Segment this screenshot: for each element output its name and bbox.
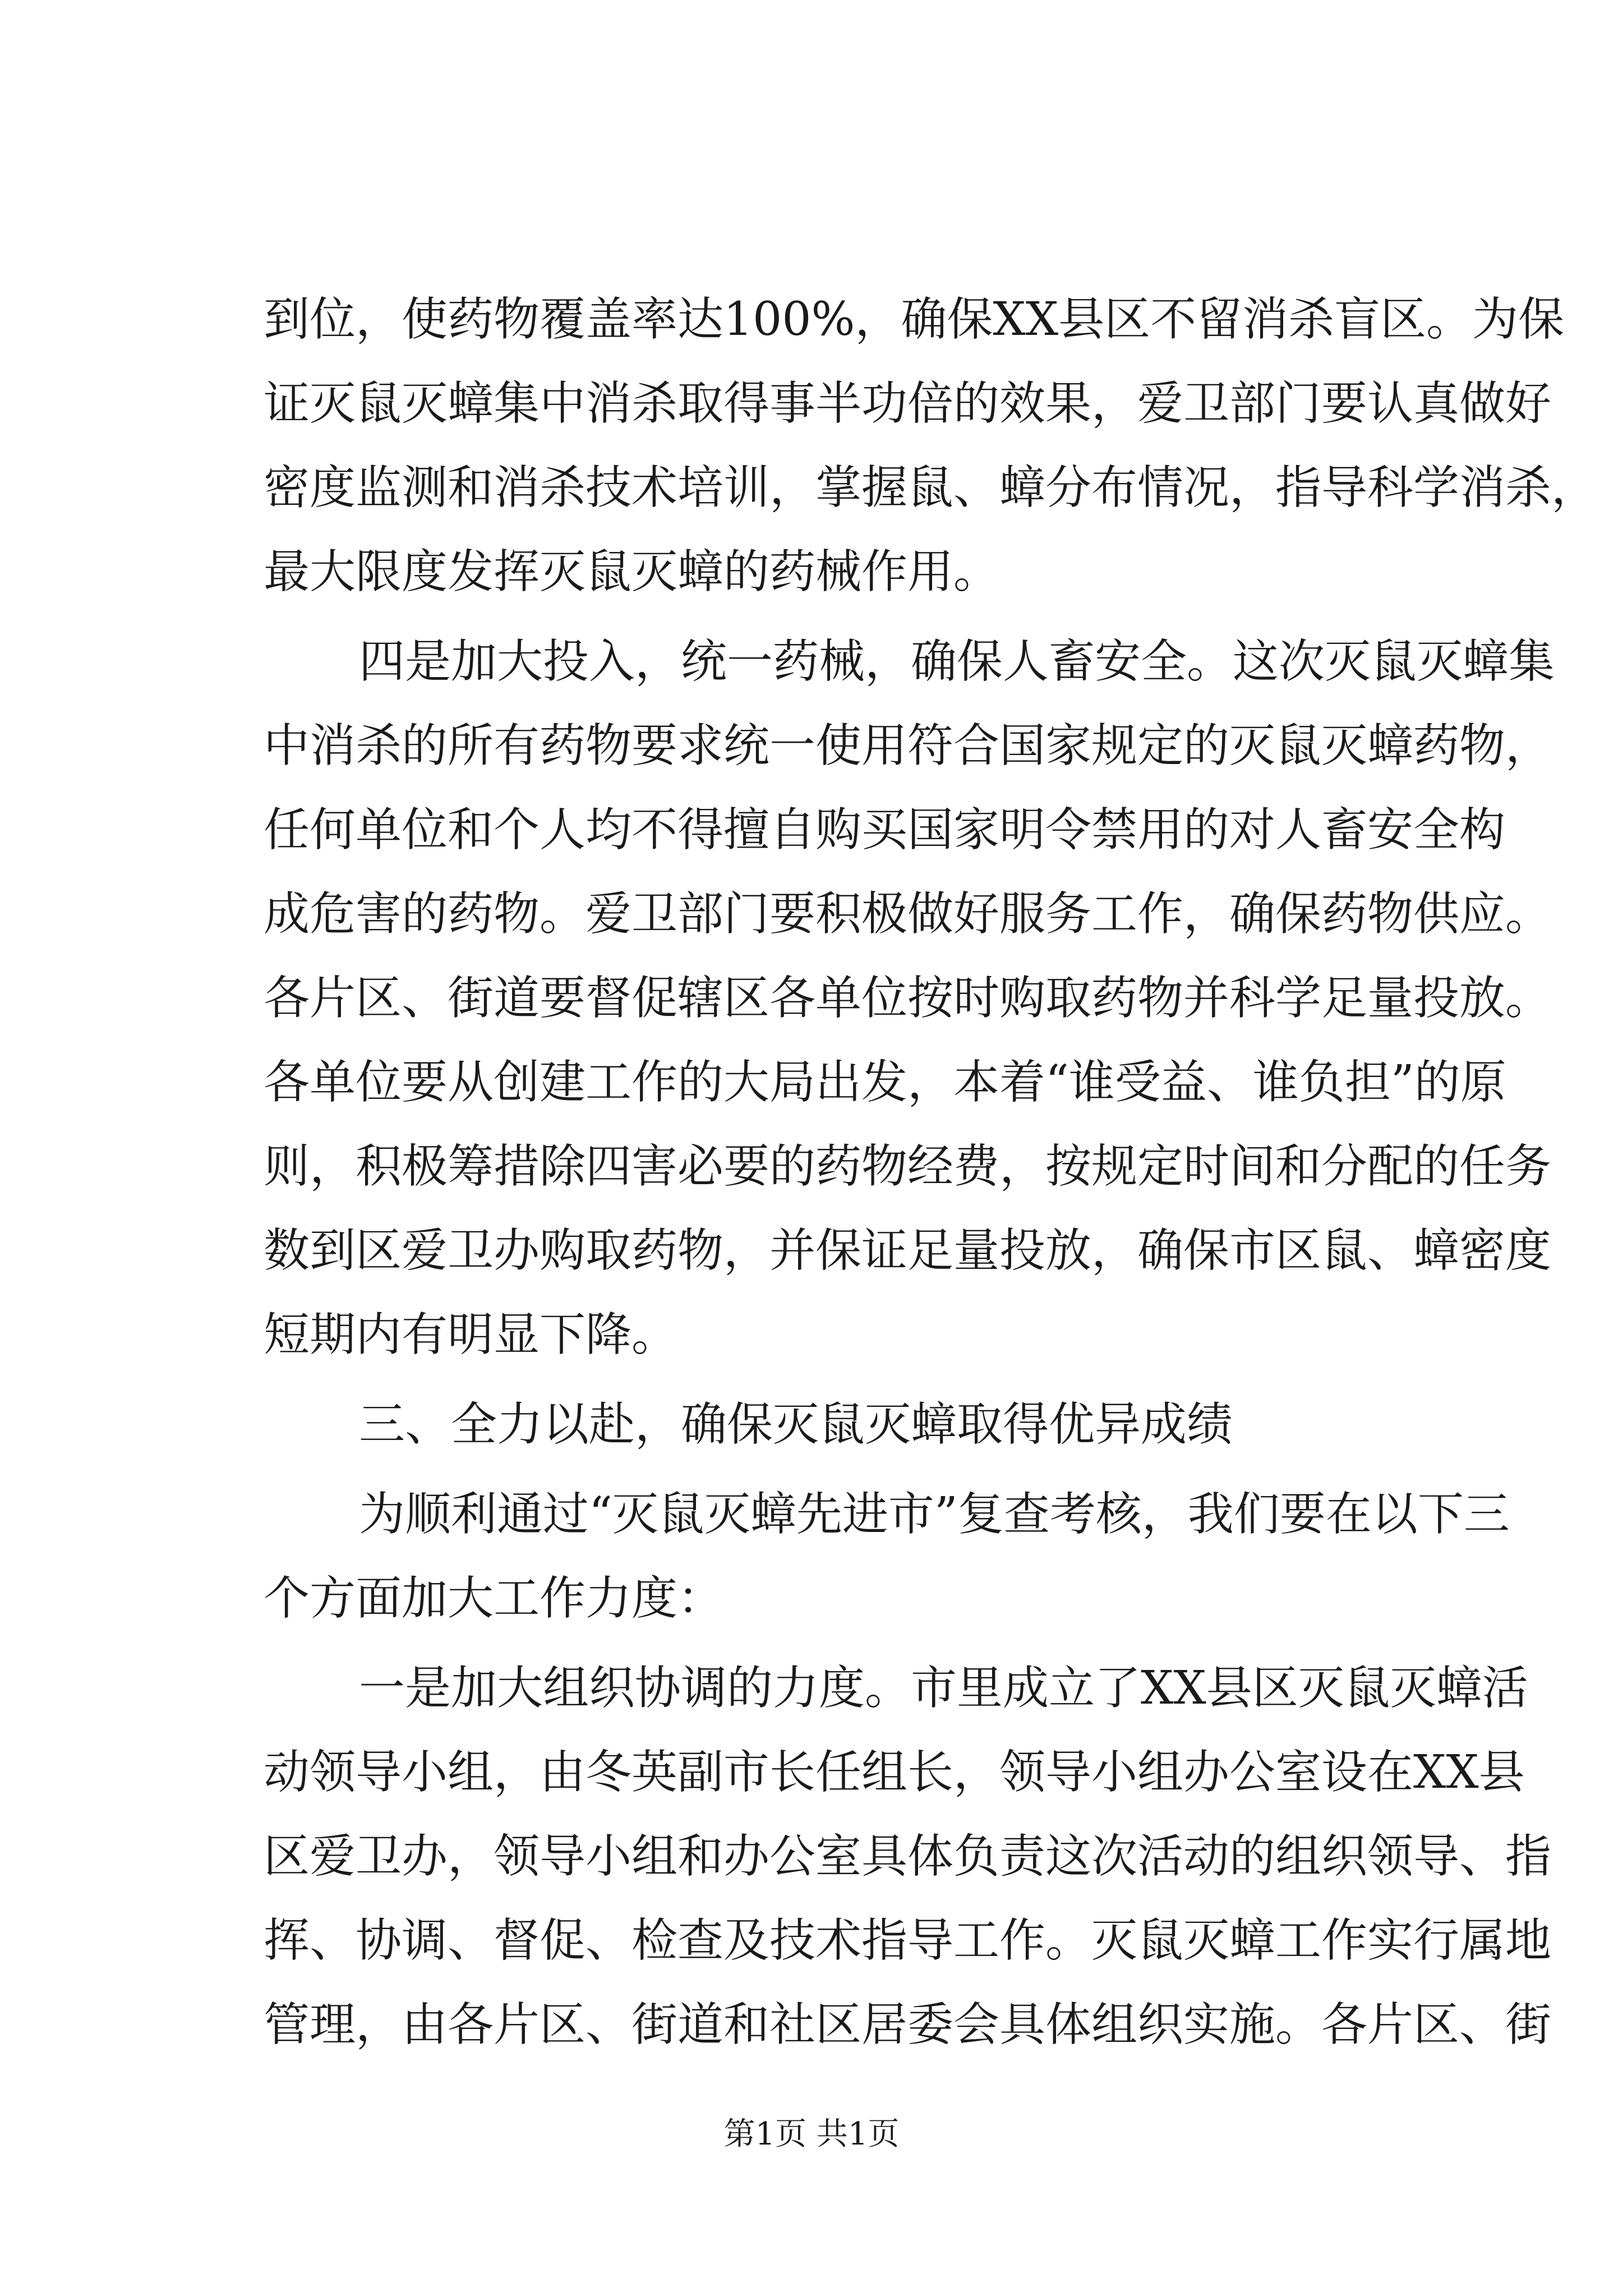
section-heading: 三、全力以赴，确保灭鼠灭蟑取得优异成绩 [359, 1398, 1233, 1451]
text-line: 到位，使药物覆盖率达100%，确保XX县区不留消杀盲区。为保 [264, 293, 1565, 346]
text-line: 区爱卫办，领导小组和办公室具体负责这次活动的组织领导、指 [264, 1830, 1552, 1883]
text-line: 最大限度发挥灭鼠灭蟑的药械作用。 [264, 545, 1000, 599]
text-line: 密度监测和消杀技术培训，掌握鼠、蟑分布情况，指导科学消杀， [264, 461, 1598, 514]
text-line: 动领导小组，由冬英副市长任组长，领导小组办公室设在XX县 [264, 1746, 1525, 1799]
paragraph-first-line: 四是加大投入，统一药械，确保人畜安全。这次灭鼠灭蟑集 [359, 635, 1555, 688]
text-line: 各片区、街道要督促辖区各单位按时购取药物并科学足量投放。 [264, 972, 1552, 1025]
text-line: 则，积极筹措除四害必要的药物经费，按规定时间和分配的任务 [264, 1140, 1552, 1193]
paragraph-first-line: 为顺利通过“灭鼠灭蟑先进市”复查考核，我们要在以下三 [359, 1488, 1510, 1541]
page-footer: 第1页 共1页 [723, 2116, 900, 2152]
text-line: 个方面加大工作力度： [264, 1572, 724, 1625]
text-line: 中消杀的所有药物要求统一使用符合国家规定的灭鼠灭蟑药物， [264, 719, 1552, 772]
text-line: 成危害的药物。爱卫部门要积极做好服务工作，确保药物供应。 [264, 887, 1552, 941]
text-line: 各单位要从创建工作的大局出发，本着“谁受益、谁负担”的原 [264, 1056, 1506, 1109]
text-line: 短期内有明显下降。 [264, 1308, 678, 1361]
text-line: 数到区爱卫办购取药物，并保证足量投放，确保市区鼠、蟑密度 [264, 1224, 1552, 1277]
text-line: 任何单位和个人均不得擅自购买国家明令禁用的对人畜安全构 [264, 803, 1506, 857]
paragraph-first-line: 一是加大组织协调的力度。市里成立了XX县区灭鼠灭蟑活 [359, 1662, 1528, 1715]
text-line: 证灭鼠灭蟑集中消杀取得事半功倍的效果，爱卫部门要认真做好 [264, 377, 1552, 430]
text-line: 管理，由各片区、街道和社区居委会具体组织实施。各片区、街 [264, 1998, 1552, 2051]
text-line: 挥、协调、督促、检查及技术指导工作。灭鼠灭蟑工作实行属地 [264, 1914, 1552, 1967]
